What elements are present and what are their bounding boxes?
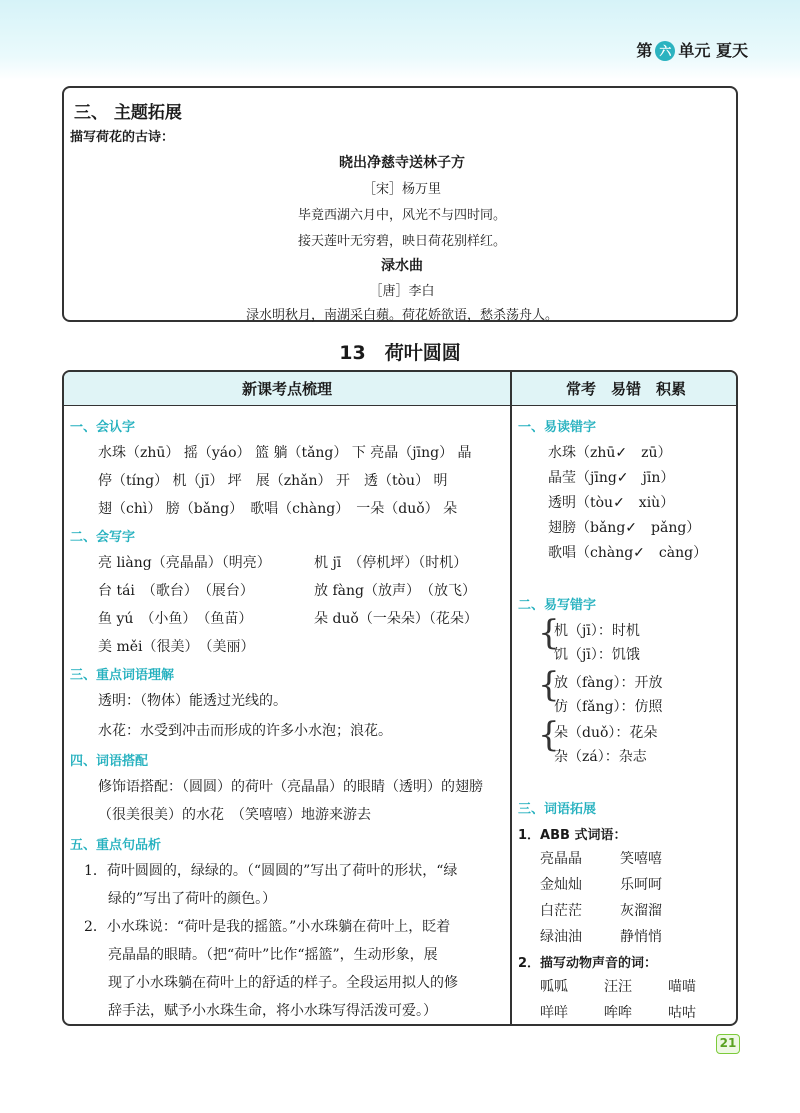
theme-heading: 三、 主题拓展 bbox=[74, 103, 182, 123]
recognize-line: 停（tíng） 机（jī） 坪 展（zhǎn） 开 透（tòu） 明 bbox=[98, 473, 448, 489]
sentence-analysis-line: 绿的”写出了荷叶的颜色。） bbox=[108, 891, 277, 907]
poem1-line2: 接天莲叶无穷碧，映日荷花别样红。 bbox=[297, 234, 506, 249]
poem1-title: 晓出净慈寺送林子方 bbox=[339, 155, 465, 171]
abb-word: 静悄悄 bbox=[620, 929, 662, 945]
abb-word: 笑嘻嘻 bbox=[620, 851, 662, 867]
sound-word: 汪汪 bbox=[604, 979, 632, 995]
abb-word: 乐呵呵 bbox=[620, 877, 662, 893]
recognize-line: 水珠（zhū） 摇（yáo） 篮 躺（tǎng） 下 亮晶（jīng） 晶 bbox=[98, 445, 472, 461]
miswrite-char-line: 机（jī）：时机 bbox=[554, 623, 640, 639]
write-char-row: 鱼 yú （小鱼） （鱼苗） bbox=[98, 611, 253, 627]
write-char-row: 朵 duǒ（一朵朵）（花朵） bbox=[314, 611, 478, 627]
collocation-line: 修饰语搭配：（圆圆）的荷叶（亮晶晶）的眼睛（透明）的翅膀 bbox=[98, 779, 483, 795]
misread-char-line: 晶莹（jīng✓ jīn） bbox=[548, 470, 675, 486]
miswrite-char-line: 放（fàng）：开放 bbox=[554, 675, 663, 691]
miswrite-char-line: 朵（duǒ）：花朵 bbox=[554, 725, 658, 741]
brace-icon: { bbox=[538, 613, 560, 653]
poem1-line1: 毕竟西湖六月中，风光不与四时同。 bbox=[297, 208, 506, 223]
misread-char-line: 歌唱（chàng✓ càng） bbox=[548, 545, 708, 561]
left-column-header: 新课考点梳理 bbox=[64, 372, 510, 406]
recognize-line: 翅（chì） 膀（bǎng） 歌唱（chàng） 一朵（duǒ） 朵 bbox=[98, 501, 458, 517]
left-section-title: 一、会认字 bbox=[70, 420, 136, 435]
misread-char-line: 水珠（zhū✓ zū） bbox=[548, 445, 672, 461]
misread-char-line: 透明（tòu✓ xiù） bbox=[548, 495, 675, 511]
lesson-title: 13 荷叶圆圆 bbox=[339, 342, 461, 364]
left-section-title: 二、会写字 bbox=[70, 530, 136, 545]
right-section-title: 二、易写错字 bbox=[518, 598, 597, 613]
abb-word: 金灿灿 bbox=[540, 877, 582, 893]
write-char-row: 台 tái （歌台） （展台） bbox=[98, 583, 254, 599]
write-char-row: 美 měi（很美） （美丽） bbox=[98, 639, 255, 655]
left-section-title: 五、重点句品析 bbox=[70, 838, 162, 853]
right-column-header: 常考 易错 积累 bbox=[512, 372, 738, 406]
word-definition: 透明：（物体）能透过光线的。 bbox=[98, 693, 287, 709]
unit-header bbox=[636, 38, 748, 61]
theme-subheading: 描写荷花的古诗： bbox=[70, 130, 175, 145]
poem2-line1: 渌水明秋月，南湖采白蘋。荷花娇欲语，愁杀荡舟人。 bbox=[245, 308, 558, 323]
collocation-line: （很美很美）的水花 （笑嘻嘻）地游来游去 bbox=[98, 807, 371, 823]
left-section-title: 四、词语搭配 bbox=[70, 754, 149, 769]
miswrite-char-line: 仿（fǎng）：仿照 bbox=[554, 699, 663, 715]
miswrite-char-line: 饥（jī）：饥饿 bbox=[554, 647, 640, 663]
poem1-author: ［宋］杨万里 bbox=[362, 182, 441, 197]
misread-char-line: 翅膀（bǎng✓ pǎng） bbox=[548, 520, 701, 536]
word-definition: 水花：水受到冲击而形成的许多小水泡；浪花。 bbox=[98, 723, 392, 739]
sentence-analysis-line: 辞手法，赋予小水珠生命，将小水珠写得活泼可爱。） bbox=[108, 1003, 437, 1019]
abb-word: 白茫茫 bbox=[540, 903, 582, 919]
column-divider bbox=[510, 372, 512, 1026]
sound-word: 哞哞 bbox=[604, 1005, 632, 1021]
write-char-row: 放 fàng（放声） （放飞） bbox=[314, 583, 476, 599]
sound-word: 喵喵 bbox=[668, 979, 696, 995]
abb-word: 亮晶晶 bbox=[540, 851, 582, 867]
miswrite-char-line: 杂（zá）：杂志 bbox=[554, 749, 647, 765]
sound-word: 咕咕 bbox=[668, 1005, 696, 1021]
unit-number-badge: 六 bbox=[655, 41, 675, 61]
write-char-row: 亮 liàng（亮晶晶）（明亮） bbox=[98, 555, 271, 571]
abb-word: 绿油油 bbox=[540, 929, 582, 945]
left-section-title: 三、重点词语理解 bbox=[70, 668, 175, 683]
sentence-analysis-line: 现了小水珠躺在荷叶上的舒适的样子。全段运用拟人的修 bbox=[108, 975, 458, 991]
right-section-title: 三、词语拓展 bbox=[518, 802, 597, 817]
sentence-analysis-line: 亮晶晶的眼睛。（把“荷叶”比作“摇篮”，生动形象，展 bbox=[108, 947, 438, 963]
sentence-analysis-line: 1．荷叶圆圆的，绿绿的。（“圆圆的”写出了荷叶的形状，“绿 bbox=[84, 863, 458, 879]
lesson-notes-box bbox=[62, 370, 738, 1026]
abb-subheading: 1．ABB 式词语： bbox=[518, 828, 627, 843]
animal-sounds-subheading: 2．描写动物声音的词： bbox=[518, 956, 658, 971]
theme-extension-box bbox=[62, 86, 738, 322]
unit-prefix: 第 bbox=[636, 41, 653, 60]
unit-suffix: 单元 夏天 bbox=[678, 41, 748, 60]
right-section-title: 一、易读错字 bbox=[518, 420, 597, 435]
sound-word: 咩咩 bbox=[540, 1005, 568, 1021]
sound-word: 呱呱 bbox=[540, 979, 568, 995]
brace-icon: { bbox=[538, 715, 560, 755]
sentence-analysis-line: 2．小水珠说：“荷叶是我的摇篮。”小水珠躺在荷叶上，眨着 bbox=[84, 919, 451, 935]
write-char-row: 机 jī （停机坪）（时机） bbox=[314, 555, 468, 571]
poem2-author: ［唐］李白 bbox=[369, 284, 435, 299]
poem2-title: 渌水曲 bbox=[381, 258, 423, 274]
brace-icon: { bbox=[538, 665, 560, 705]
page-number: 21 bbox=[716, 1034, 740, 1054]
abb-word: 灰溜溜 bbox=[620, 903, 662, 919]
